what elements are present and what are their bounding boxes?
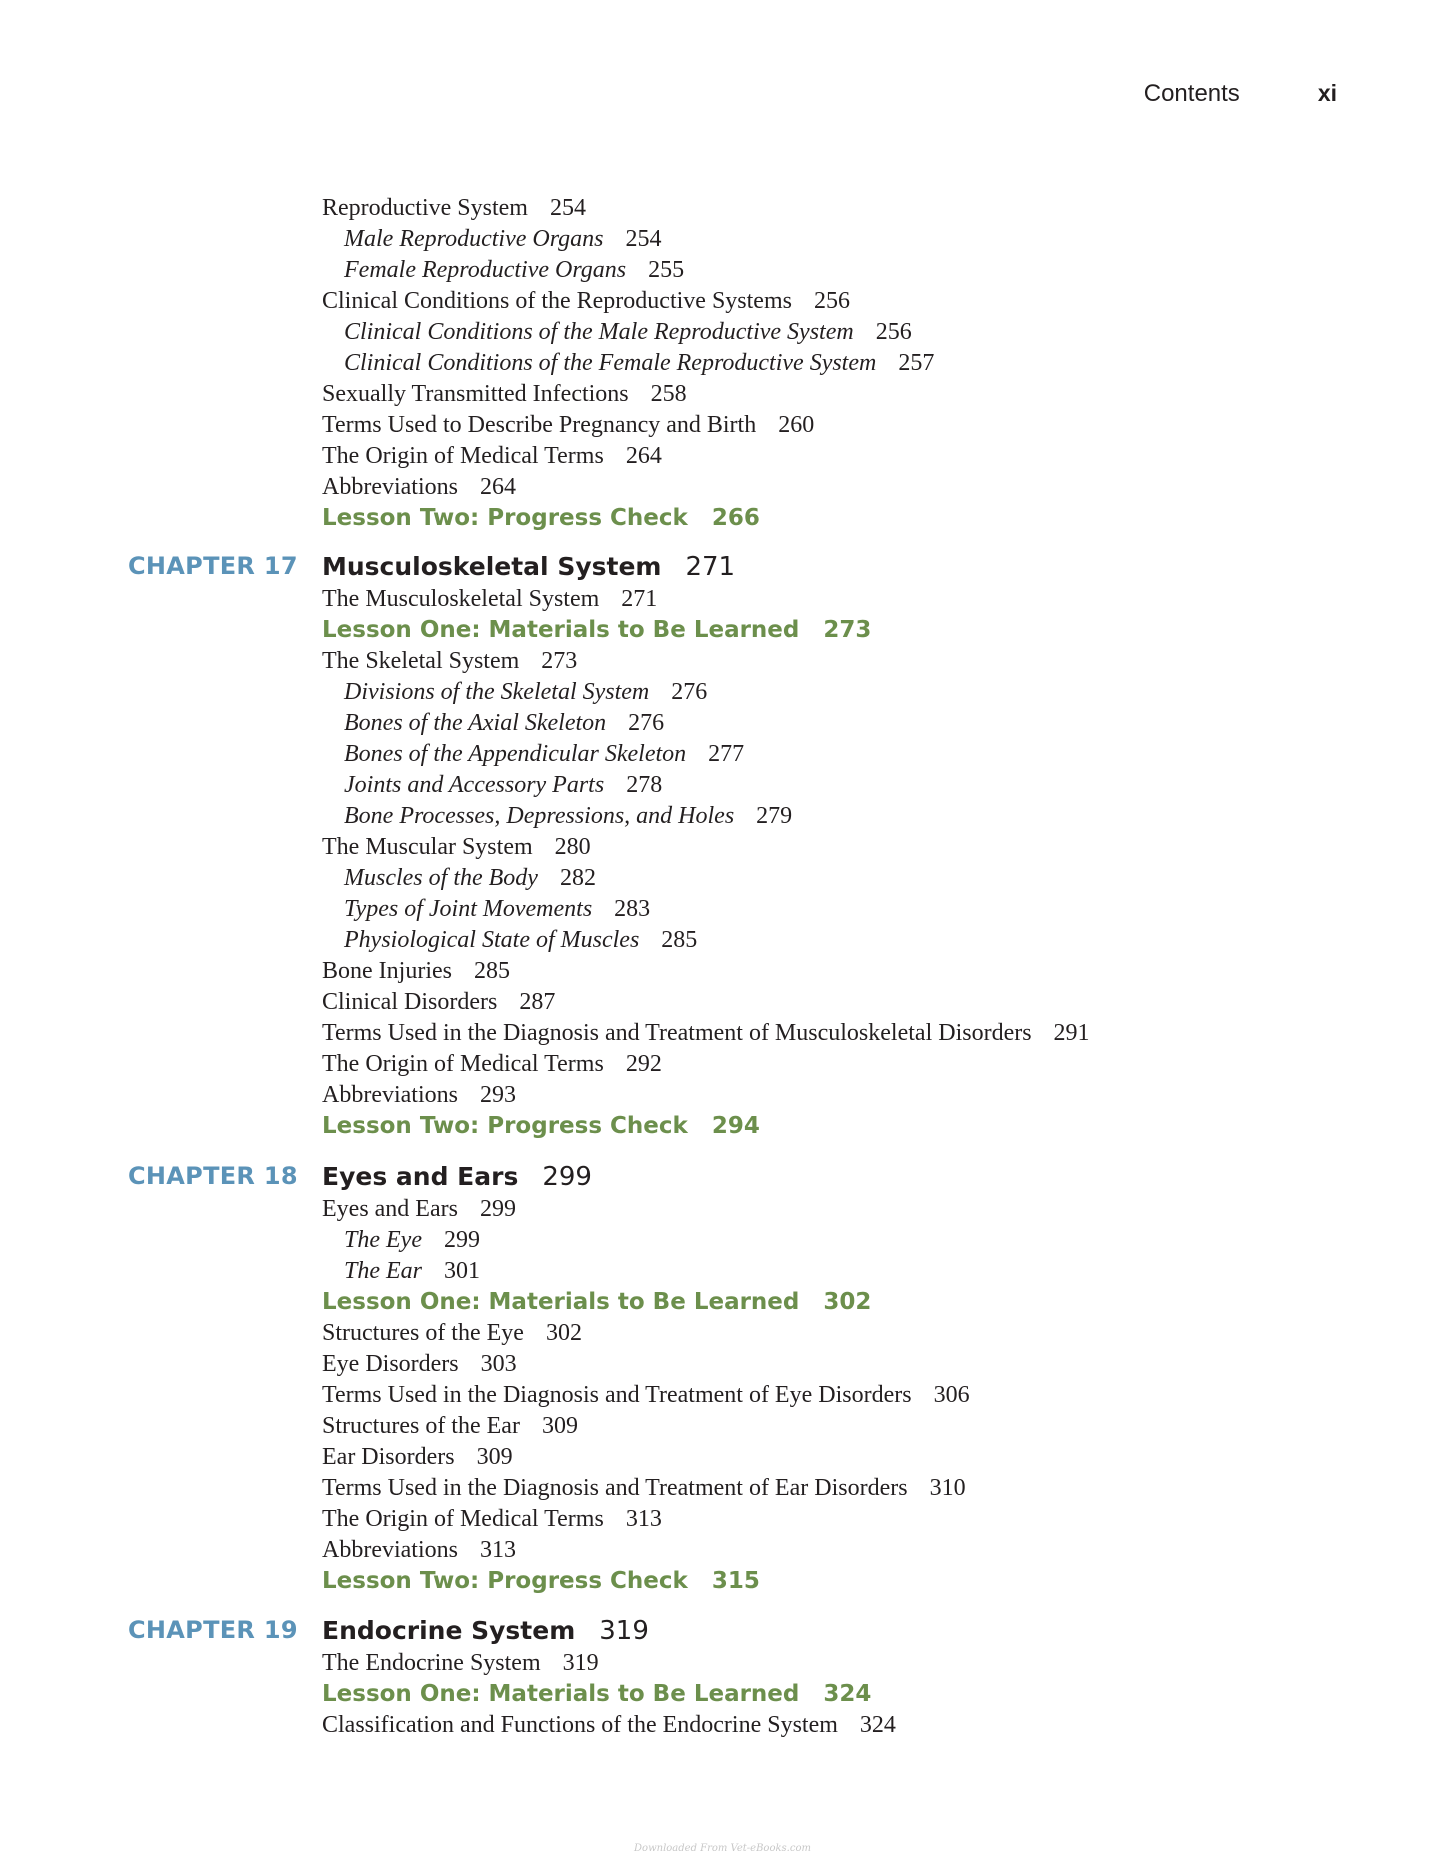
entry-page: 254 bbox=[549, 195, 586, 221]
toc-entry[interactable] bbox=[322, 1049, 1445, 1080]
toc-entry[interactable] bbox=[322, 1349, 1445, 1380]
toc-subentry[interactable] bbox=[322, 677, 1445, 708]
toc-subentry[interactable] bbox=[322, 708, 1445, 739]
entry-title: Abbreviations bbox=[322, 474, 458, 500]
chapter-page: 299 bbox=[542, 1162, 592, 1192]
entry-page: 324 bbox=[859, 1712, 896, 1738]
toc-entry[interactable] bbox=[322, 1504, 1445, 1535]
entry-title: Reproductive System bbox=[322, 195, 528, 221]
entry-title: Muscles of the Body bbox=[344, 865, 538, 891]
entry-title: Sexually Transmitted Infections bbox=[322, 381, 629, 407]
entry-page: 255 bbox=[648, 257, 685, 283]
toc-entries bbox=[322, 193, 1445, 534]
toc-subentry[interactable] bbox=[322, 894, 1445, 925]
toc-entry[interactable] bbox=[322, 472, 1445, 503]
entry-title: Male Reproductive Organs bbox=[344, 226, 604, 252]
entry-page: 257 bbox=[898, 350, 935, 376]
toc-entry[interactable] bbox=[322, 1473, 1445, 1504]
entry-title: Lesson Two: Progress Check bbox=[322, 1113, 688, 1139]
running-title: Contents bbox=[1143, 80, 1240, 107]
chapter-title[interactable] bbox=[322, 1160, 1445, 1194]
toc-subentry[interactable] bbox=[322, 348, 1445, 379]
entry-page: 306 bbox=[933, 1382, 970, 1408]
toc-entry[interactable] bbox=[322, 584, 1445, 615]
entry-page: 276 bbox=[671, 679, 708, 705]
entry-title: Lesson Two: Progress Check bbox=[322, 505, 688, 531]
entry-page: 299 bbox=[443, 1227, 480, 1253]
entry-page: 277 bbox=[708, 741, 745, 767]
toc-entry[interactable] bbox=[322, 1411, 1445, 1442]
toc-entry[interactable] bbox=[322, 410, 1445, 441]
toc-subentry[interactable] bbox=[322, 1256, 1445, 1287]
chapter-label: CHAPTER 19 bbox=[128, 1616, 298, 1644]
entry-title: Structures of the Ear bbox=[322, 1413, 520, 1439]
entry-title: Divisions of the Skeletal System bbox=[344, 679, 650, 705]
toc-entry[interactable] bbox=[322, 646, 1445, 677]
page-number: xi bbox=[1317, 80, 1337, 106]
entry-title: The Eye bbox=[344, 1227, 422, 1253]
entry-title: Lesson One: Materials to Be Learned bbox=[322, 1289, 800, 1315]
toc-chapter-19 bbox=[0, 1614, 1445, 1741]
entry-title: Eye Disorders bbox=[322, 1351, 459, 1377]
entry-title: Joints and Accessory Parts bbox=[344, 772, 605, 798]
toc-entry[interactable] bbox=[322, 1080, 1445, 1111]
entry-page: 324 bbox=[823, 1681, 872, 1707]
chapter-label: CHAPTER 18 bbox=[128, 1162, 298, 1190]
entry-title: Ear Disorders bbox=[322, 1444, 455, 1470]
toc-entry[interactable] bbox=[322, 379, 1445, 410]
entry-page: 264 bbox=[479, 474, 516, 500]
entry-title: Terms Used to Describe Pregnancy and Birth bbox=[322, 412, 757, 438]
entry-page: 260 bbox=[778, 412, 815, 438]
entry-title: The Ear bbox=[344, 1258, 422, 1284]
toc-entry[interactable] bbox=[322, 1380, 1445, 1411]
entry-title: Bones of the Axial Skeleton bbox=[344, 710, 607, 736]
lesson-entry[interactable] bbox=[322, 1679, 1445, 1710]
entry-page: 279 bbox=[756, 803, 793, 829]
entry-title: Physiological State of Muscles bbox=[344, 927, 640, 953]
entry-page: 278 bbox=[626, 772, 663, 798]
entry-page: 315 bbox=[711, 1568, 760, 1594]
entry-title: Abbreviations bbox=[322, 1537, 458, 1563]
entry-title: The Musculoskeletal System bbox=[322, 586, 600, 612]
footer-watermark: Downloaded From Vet-eBooks.com bbox=[634, 1843, 811, 1854]
toc-section-continued bbox=[0, 193, 1445, 534]
entry-page: 256 bbox=[813, 288, 850, 314]
toc-chapter-17 bbox=[0, 550, 1445, 1142]
entry-page: 313 bbox=[625, 1506, 662, 1532]
toc-entry[interactable] bbox=[322, 832, 1445, 863]
entry-page: 273 bbox=[541, 648, 578, 674]
toc-subentry[interactable] bbox=[322, 863, 1445, 894]
lesson-entry[interactable] bbox=[322, 615, 1445, 646]
entry-page: 287 bbox=[519, 989, 556, 1015]
chapter-title-text: Endocrine System bbox=[322, 1616, 576, 1645]
entry-page: 273 bbox=[823, 617, 872, 643]
entry-page: 282 bbox=[559, 865, 596, 891]
toc-entry[interactable] bbox=[322, 987, 1445, 1018]
entry-page: 309 bbox=[541, 1413, 578, 1439]
toc-entry[interactable] bbox=[322, 1442, 1445, 1473]
entry-page: 271 bbox=[621, 586, 658, 612]
toc-entry[interactable] bbox=[322, 441, 1445, 472]
entry-title: Eyes and Ears bbox=[322, 1196, 458, 1222]
toc-entry[interactable] bbox=[322, 1710, 1445, 1741]
entry-title: Lesson Two: Progress Check bbox=[322, 1568, 688, 1594]
entry-title: Clinical Conditions of the Male Reproductive System bbox=[344, 319, 854, 345]
entry-page: 299 bbox=[479, 1196, 516, 1222]
toc-subentry[interactable] bbox=[322, 739, 1445, 770]
toc-subentry[interactable] bbox=[322, 317, 1445, 348]
lesson-entry[interactable] bbox=[322, 1287, 1445, 1318]
entry-title: Classification and Functions of the Endocrine System bbox=[322, 1712, 838, 1738]
chapter-label: CHAPTER 17 bbox=[128, 552, 298, 580]
toc-entries bbox=[322, 584, 1445, 1142]
entry-page: 301 bbox=[444, 1258, 480, 1284]
chapter-page: 319 bbox=[599, 1616, 649, 1646]
running-head bbox=[1144, 80, 1337, 108]
entry-page: 264 bbox=[625, 443, 662, 469]
toc-entries bbox=[322, 1648, 1445, 1741]
toc-entry[interactable] bbox=[322, 956, 1445, 987]
entry-title: The Skeletal System bbox=[322, 648, 520, 674]
entry-title: Structures of the Eye bbox=[322, 1320, 524, 1346]
entry-page: 291 bbox=[1053, 1020, 1090, 1046]
entry-page: 293 bbox=[479, 1082, 516, 1108]
chapter-title[interactable] bbox=[322, 550, 1445, 584]
entry-title: Clinical Disorders bbox=[322, 989, 498, 1015]
entry-page: 258 bbox=[650, 381, 687, 407]
entry-title: The Muscular System bbox=[322, 834, 533, 860]
entry-page: 285 bbox=[473, 958, 510, 984]
entry-title: Female Reproductive Organs bbox=[344, 257, 627, 283]
toc-entry[interactable] bbox=[322, 1535, 1445, 1566]
entry-page: 319 bbox=[562, 1650, 599, 1676]
entry-page: 266 bbox=[711, 505, 760, 531]
entry-page: 292 bbox=[625, 1051, 662, 1077]
chapter-page: 271 bbox=[685, 552, 736, 582]
entry-title: Abbreviations bbox=[322, 1082, 458, 1108]
entry-title: The Endocrine System bbox=[322, 1650, 541, 1676]
toc-entry[interactable] bbox=[322, 1318, 1445, 1349]
chapter-title-text: Eyes and Ears bbox=[322, 1162, 519, 1191]
entry-page: 280 bbox=[554, 834, 591, 860]
toc-entries bbox=[322, 1194, 1445, 1597]
toc-entry[interactable] bbox=[322, 1648, 1445, 1679]
entry-title: Bone Injuries bbox=[322, 958, 452, 984]
lesson-entry[interactable] bbox=[322, 1111, 1445, 1142]
entry-page: 283 bbox=[614, 896, 651, 922]
toc-entry[interactable] bbox=[322, 1018, 1445, 1049]
entry-page: 254 bbox=[625, 226, 662, 252]
chapter-title[interactable] bbox=[322, 1614, 1445, 1648]
entry-page: 302 bbox=[823, 1289, 872, 1315]
lesson-entry[interactable] bbox=[322, 1566, 1445, 1597]
toc-chapter-18 bbox=[0, 1160, 1445, 1597]
entry-page: 303 bbox=[480, 1351, 517, 1377]
toc-subentry[interactable] bbox=[322, 224, 1445, 255]
entry-title: The Origin of Medical Terms bbox=[322, 443, 604, 469]
chapter-title-text: Musculoskeletal System bbox=[322, 552, 662, 581]
lesson-entry[interactable] bbox=[322, 503, 1445, 534]
entry-title: Terms Used in the Diagnosis and Treatment of Eye Disorders bbox=[322, 1382, 912, 1408]
entry-page: 309 bbox=[476, 1444, 513, 1470]
entry-title: Types of Joint Movements bbox=[344, 896, 593, 922]
entry-page: 313 bbox=[479, 1537, 516, 1563]
entry-title: The Origin of Medical Terms bbox=[322, 1051, 604, 1077]
toc-entry[interactable] bbox=[322, 286, 1445, 317]
toc-entry[interactable] bbox=[322, 193, 1445, 224]
toc-subentry[interactable] bbox=[322, 770, 1445, 801]
toc-entry[interactable] bbox=[322, 1194, 1445, 1225]
toc-subentry[interactable] bbox=[322, 925, 1445, 956]
entry-title: Bones of the Appendicular Skeleton bbox=[344, 741, 687, 767]
entry-page: 256 bbox=[875, 319, 912, 345]
entry-title: Clinical Conditions of the Female Reproductive System bbox=[344, 350, 877, 376]
entry-page: 285 bbox=[661, 927, 698, 953]
entry-page: 276 bbox=[628, 710, 665, 736]
toc-subentry[interactable] bbox=[322, 255, 1445, 286]
entry-title: Terms Used in the Diagnosis and Treatment of Ear Disorders bbox=[322, 1475, 908, 1501]
entry-page: 310 bbox=[929, 1475, 966, 1501]
toc-subentry[interactable] bbox=[322, 801, 1445, 832]
entry-title: Lesson One: Materials to Be Learned bbox=[322, 617, 800, 643]
entry-title: The Origin of Medical Terms bbox=[322, 1506, 604, 1532]
entry-page: 294 bbox=[711, 1113, 760, 1139]
toc-subentry[interactable] bbox=[322, 1225, 1445, 1256]
entry-title: Clinical Conditions of the Reproductive Systems bbox=[322, 288, 792, 314]
entry-title: Lesson One: Materials to Be Learned bbox=[322, 1681, 800, 1707]
entry-title: Terms Used in the Diagnosis and Treatment of Musculoskeletal Disorders bbox=[322, 1020, 1032, 1046]
entry-title: Bone Processes, Depressions, and Holes bbox=[344, 803, 735, 829]
entry-page: 302 bbox=[545, 1320, 582, 1346]
